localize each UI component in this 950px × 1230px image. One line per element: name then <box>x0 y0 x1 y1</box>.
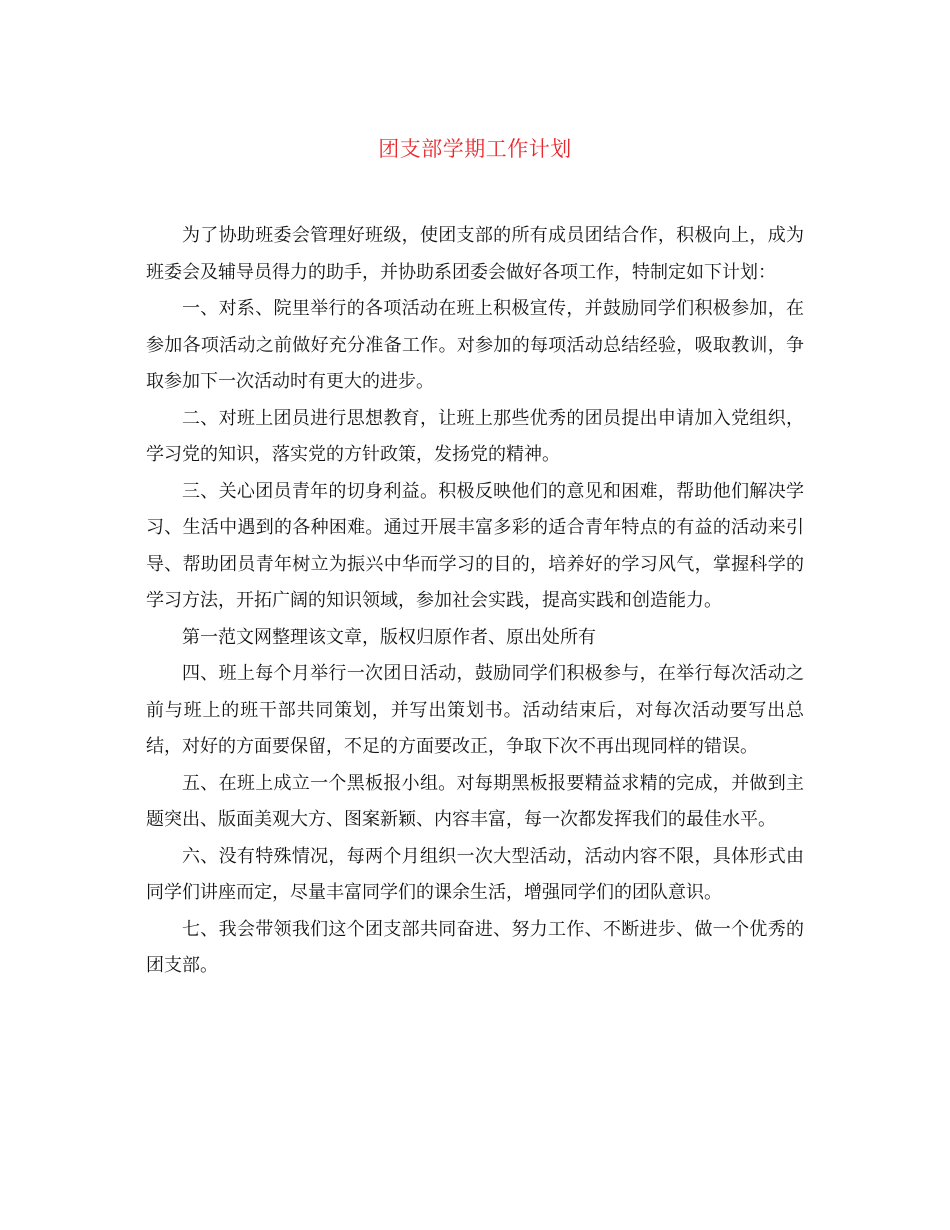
document-body <box>146 218 804 985</box>
item-paragraph-2: 二、对班上团员进行思想教育，让班上那些优秀的团员提出申请加入党组织，学习党的知识，落实党的方针政策，发扬党的精神。 <box>146 407 804 465</box>
item-paragraph-7: 七、我会带领我们这个团支部共同奋进、努力工作、不断进步、做一个优秀的团支部。 <box>146 918 804 976</box>
item-paragraph-5: 五、在班上成立一个黑板报小组。对每期黑板报要精益求精的完成，并做到主题突出、版面美观大方、图案新颖、内容丰富，每一次都发挥我们的最佳水平。 <box>146 772 804 830</box>
item-paragraph-4: 四、班上每个月举行一次团日活动，鼓励同学们积极参与，在举行每次活动之前与班上的班干部共同策划，并写出策划书。活动结束后，对每次活动要写出总结，对好的方面要保留，不足的方面要改正，争取下次不再出现同样的错误。 <box>146 663 804 757</box>
item-paragraph-3: 三、关心团员青年的切身利益。积极反映他们的意见和困难，帮助他们解决学习、生活中遇到的各种困难。通过开展丰富多彩的适合青年特点的有益的活动来引导、帮助团员青年树立为振兴中华而学习的目的，培养好的学习风气，掌握科学的学习方法，开拓广阔的知识领域，参加社会实践，提高实践和创造能力。 <box>146 480 804 611</box>
document-title: 团支部学期工作计划 <box>378 137 572 161</box>
item-paragraph-1: 一、对系、院里举行的各项活动在班上积极宣传，并鼓励同学们积极参加，在参加各项活动之前做好充分准备工作。对参加的每项活动总结经验，吸取教训，争取参加下一次活动时有更大的进步。 <box>146 298 804 392</box>
source-note-paragraph: 第一范文网整理该文章，版权归原作者、原出处所有 <box>182 626 596 648</box>
intro-paragraph: 为了协助班委会管理好班级，使团支部的所有成员团结合作，积极向上，成为班委会及辅导员得力的助手，并协助系团委会做好各项工作，特制定如下计划： <box>146 225 804 283</box>
item-paragraph-6: 六、没有特殊情况，每两个月组织一次大型活动，活动内容不限，具体形式由同学们讲座而定，尽量丰富同学们的课余生活，增强同学们的团队意识。 <box>146 845 804 903</box>
